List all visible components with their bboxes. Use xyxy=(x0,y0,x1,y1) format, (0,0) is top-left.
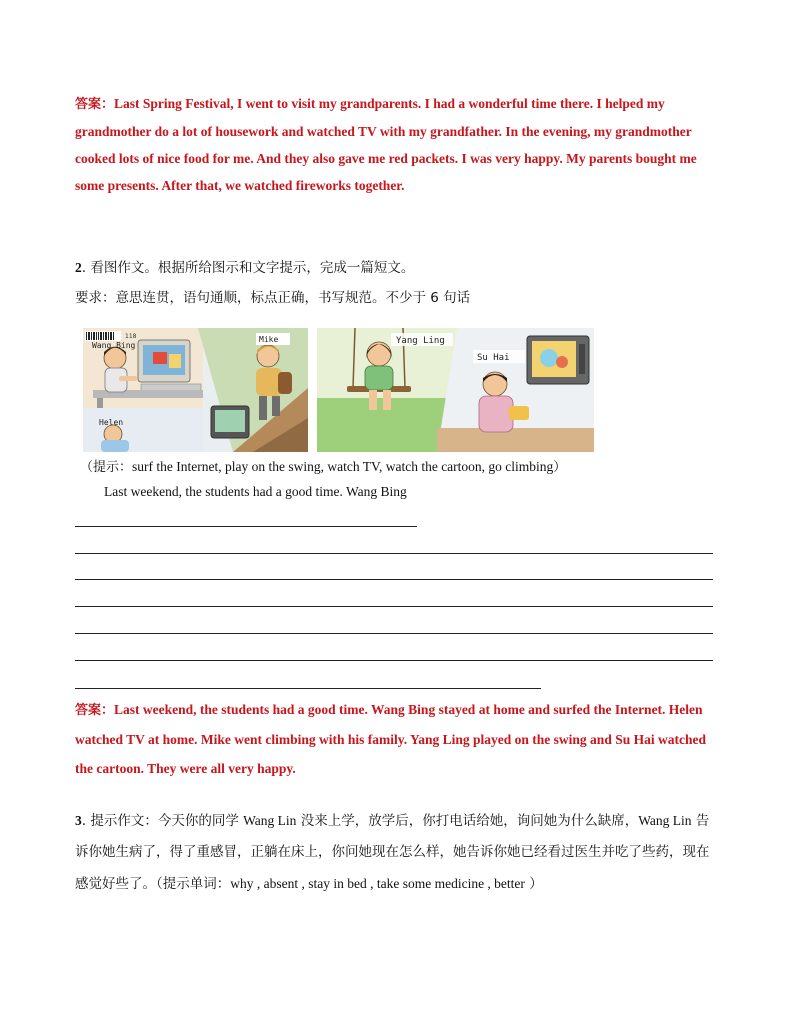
label-su-hai: Su Hai xyxy=(477,353,510,363)
question-number: 2 xyxy=(75,260,82,275)
writing-line xyxy=(75,633,713,634)
label-yang-ling: Yang Ling xyxy=(396,336,445,346)
question-3-text-2: 没来上学，放学后，你打电话给她，询问她为什么缺席， xyxy=(296,813,639,829)
answer-2-text: Last weekend, the students had a good time. Wang Bing stayed at home and surfed the Internet. Helen watched TV at home. Mike went climbing with his family. Yang Ling played on the swing and Su Hai watched the cartoon. They were all very happy. xyxy=(75,702,706,776)
writing-line xyxy=(75,553,713,554)
picture-badge-number: 118 xyxy=(125,333,137,340)
writing-line xyxy=(75,579,713,580)
answer-1 xyxy=(75,90,715,199)
hint-open: （提示： xyxy=(80,460,133,475)
hint-close: ） xyxy=(553,460,567,475)
answer-2 xyxy=(75,695,711,783)
question-2-starter: Last weekend, the students had a good time. Wang Bing xyxy=(104,484,407,499)
label-mike: Mike xyxy=(259,335,279,344)
question-2-hint xyxy=(80,456,566,475)
question-3-name: Wang Lin xyxy=(638,813,692,828)
label-helen: Helen xyxy=(99,418,124,427)
question-2-instruction: . 看图作文。根据所给图示和文字提示，完成一篇短文。 xyxy=(81,260,415,276)
question-2-requirement: 要求：意思连贯，语句通顺，标点正确，书写规范。不少于 6 句话 xyxy=(75,290,471,306)
question-3-text-4: ） xyxy=(524,876,543,892)
question-2-title xyxy=(75,256,414,280)
answer-1-text: Last Spring Festival, I went to visit my grandparents. I had a wonderful time there. I helped my grandmother do a lot of housework and watched TV with my grandfather. In the evening, my grandmother cooked lots of nice food for me. And they also gave me red packets. I was very happy. My parents bought me some presents. After that, we watched fireworks together. xyxy=(75,96,697,193)
picture-activities-right xyxy=(317,328,594,452)
question-3 xyxy=(75,805,720,900)
writing-line xyxy=(75,606,713,607)
question-3-words: why , absent , stay in bed , take some medicine , better xyxy=(230,876,525,891)
hint-words: surf the Internet, play on the swing, watch TV, watch the cartoon, go climbing xyxy=(132,459,554,474)
question-3-text-1: . 提示作文：今天你的同学 xyxy=(81,813,244,829)
label-wang-bing: Wang Bing xyxy=(92,341,136,350)
answer-label: 答案： xyxy=(75,97,115,112)
writing-line xyxy=(75,526,417,527)
writing-line xyxy=(75,688,541,689)
answer-label: 答案： xyxy=(75,703,115,718)
picture-activities-left xyxy=(83,328,308,452)
question-number: 3 xyxy=(75,813,82,828)
writing-line xyxy=(75,660,713,661)
question-3-text-3: 告诉你她生病了，得了重感冒，正躺在床上，你问她现在怎么样，她告诉你她已经看过医生并吃了些药，现在感觉好些了。（提示单词： xyxy=(75,813,710,892)
question-3-name: Wang Lin xyxy=(243,813,297,828)
